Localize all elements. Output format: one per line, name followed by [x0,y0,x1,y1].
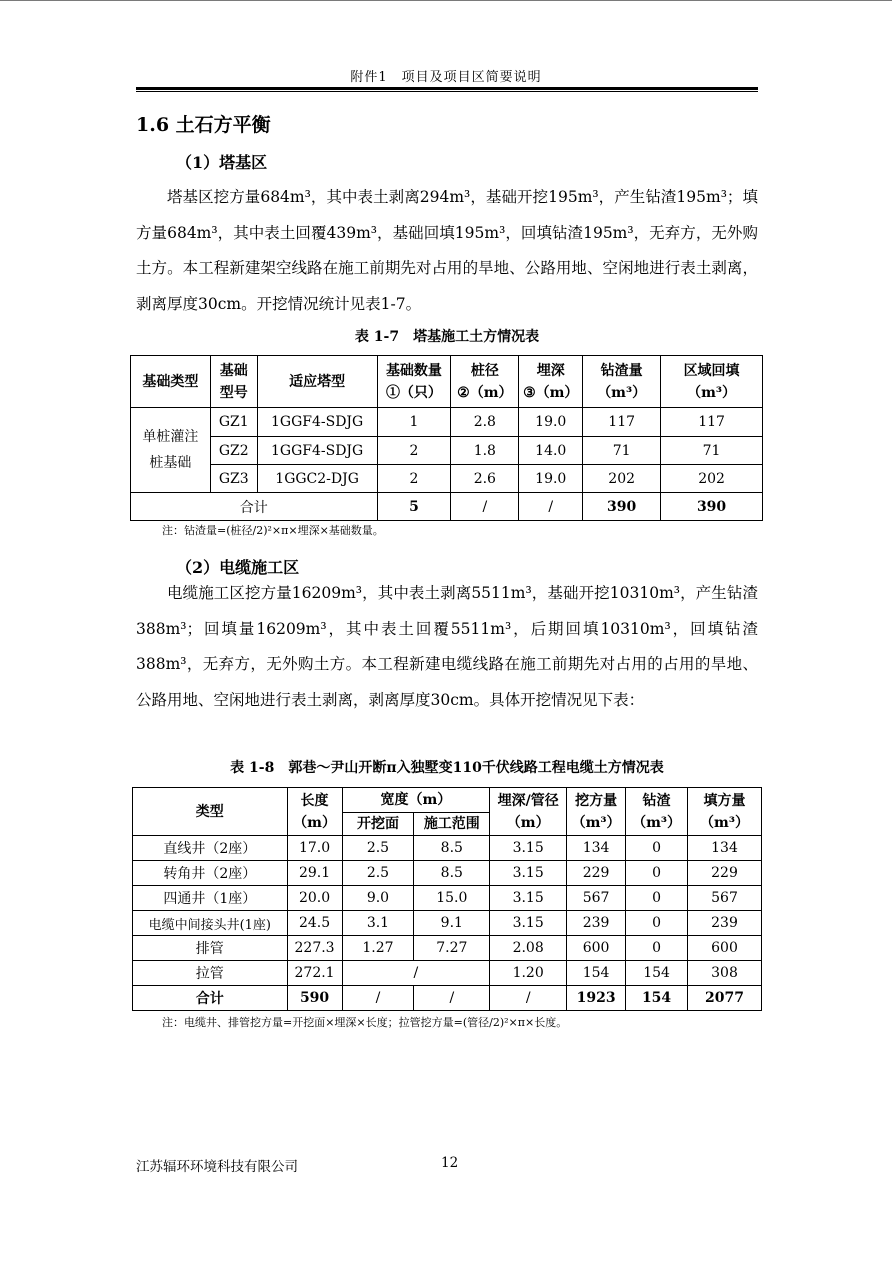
cell: 390 [661,493,763,521]
cell: 600 [567,936,626,961]
cell: 117 [661,408,763,437]
cell: 20.0 [287,886,342,911]
footer-company: 江苏辐环环境科技有限公司 [136,1159,298,1175]
cell: 154 [626,986,688,1011]
header-cell: 基础类型 [131,356,211,408]
header-cell: 钻渣量 （m³） [583,356,661,408]
cell: 3.15 [490,911,567,936]
cell: 8.5 [414,861,490,886]
cell: 272.1 [287,961,342,986]
header-cell: 适应塔型 [257,356,377,408]
cell: 0 [626,886,688,911]
header-cell: 挖方量 （m³） [567,788,626,836]
total-label: 合计 [131,493,378,521]
subsection-title-tower: （1）塔基区 [176,153,268,172]
cell: 0 [626,911,688,936]
header-cell: 填方量 （m³） [688,788,762,836]
cell: 154 [626,961,688,986]
header-rule-thick [136,87,758,90]
header-cell: 宽度（m） [342,788,490,813]
header-cell: 开挖面 [342,813,414,836]
cell: 2.5 [342,861,414,886]
header-cell: 长度 （m） [287,788,342,836]
cell: 1GGC2-DJG [257,465,377,493]
cell: 四通井（1座） [133,886,288,911]
cell: 29.1 [287,861,342,886]
cell: 71 [583,437,661,465]
cell: 2077 [688,986,762,1011]
table-row [131,408,763,437]
header-cell: 施工范围 [414,813,490,836]
cell: 3.15 [490,836,567,861]
cell: 202 [661,465,763,493]
cell: 19.0 [519,465,583,493]
cell: 1.20 [490,961,567,986]
cell: 2.6 [451,465,519,493]
cell: 239 [567,911,626,936]
table-note-1-7: 注：钻渣量=(桩径/2)²×π×埋深×基础数量。 [162,524,384,537]
cell: 5 [377,493,451,521]
cell: 7.27 [414,936,490,961]
cell: / [519,493,583,521]
header-cell: 钻渣 （m³） [626,788,688,836]
cell: / [342,961,490,986]
cell: 转角井（2座） [133,861,288,886]
paragraph-cable: 电缆施工区挖方量16209m³，其中表土剥离5511m³，基础开挖10310m³，产生钻渣388m³；回填量16209m³，其中表土回覆5511m³，后期回填10310m³，回填钻渣388m³，无弃方，无外购土方。本工程新建电缆线路在施工前期先对占用的占用的旱地、公路用地、空闲地进行表土剥离，剥离厚度30cm。具体开挖情况见下表： [136,584,758,709]
cell: GZ3 [210,465,257,493]
table-note-1-8: 注：电缆井、排管挖方量=开挖面×埋深×长度；拉管挖方量=(管径/2)²×π×长度。 [162,1016,568,1029]
cell: 229 [567,861,626,886]
header-cell: 区域回填 （m³） [661,356,763,408]
running-header: 附件1 项目及项目区简要说明 [350,70,542,85]
cell: 17.0 [287,836,342,861]
cell: 134 [688,836,762,861]
header-rule-thin [136,91,758,92]
table-row [133,961,762,986]
cell: 229 [688,861,762,886]
header-cell: 埋深 ③（m） [519,356,583,408]
cell: 1923 [567,986,626,1011]
cell: 590 [287,986,342,1011]
cell: 239 [688,911,762,936]
cell: 3.15 [490,861,567,886]
cell: 390 [583,493,661,521]
table-row [131,465,763,493]
cell: 2 [377,465,451,493]
cell: 1GGF4-SDJG [257,408,377,437]
header-cell: 桩径 ②（m） [451,356,519,408]
cell: 8.5 [414,836,490,861]
table-row [133,911,762,936]
cell: 3.15 [490,886,567,911]
cell: 1.27 [342,936,414,961]
section-title: 1.6 土石方平衡 [136,114,271,136]
cell: 14.0 [519,437,583,465]
cell: 117 [583,408,661,437]
cell: 154 [567,961,626,986]
header-cell: 基础 型号 [210,356,257,408]
table-total-row [133,986,762,1011]
cell: 19.0 [519,408,583,437]
group-cell: 单桩灌注 桩基础 [131,408,211,493]
subsection-title-cable: （2）电缆施工区 [176,558,300,577]
cell: 308 [688,961,762,986]
paragraph-tower: 塔基区挖方量684m³，其中表土剥离294m³，基础开挖195m³，产生钻渣195m³；填方量684m³，其中表土回覆439m³，基础回填195m³，回填钻渣195m³，无弃方，无外购土方。本工程新建架空线路在施工前期先对占用的旱地、公路用地、空闲地进行表土剥离，剥离厚度30cm。开挖情况统计见表1-7。 [136,188,758,313]
table-1-8 [132,787,762,1011]
cell: 1GGF4-SDJG [257,437,377,465]
cell: 2.8 [451,408,519,437]
table-caption-1-7: 表 1-7 塔基施工土方情况表 [354,329,540,345]
cell: 24.5 [287,911,342,936]
header-cell: 类型 [133,788,288,836]
cell: 0 [626,836,688,861]
cell: 227.3 [287,936,342,961]
cell: 134 [567,836,626,861]
cell: / [490,986,567,1011]
page-number: 12 [441,1155,459,1171]
cell: 拉管 [133,961,288,986]
header-cell: 埋深/管径 （m） [490,788,567,836]
cell: / [414,986,490,1011]
cell: 71 [661,437,763,465]
cell: 1.8 [451,437,519,465]
table-row [133,836,762,861]
cell: 9.1 [414,911,490,936]
cell: 567 [688,886,762,911]
table-row [133,861,762,886]
cell: 567 [567,886,626,911]
cell: 直线井（2座） [133,836,288,861]
table-1-7 [130,355,763,521]
table-caption-1-8: 表 1-8 郭巷～尹山开断π入独墅变110千伏线路工程电缆土方情况表 [230,760,664,776]
cell: 0 [626,861,688,886]
cell: / [451,493,519,521]
cell: GZ2 [210,437,257,465]
table-total-row [131,493,763,521]
cell: 0 [626,936,688,961]
cell: 2.08 [490,936,567,961]
cell: 9.0 [342,886,414,911]
cell: 202 [583,465,661,493]
cell: 15.0 [414,886,490,911]
table-row [133,886,762,911]
cell: GZ1 [210,408,257,437]
page-top-border [0,0,892,1]
cell: 3.1 [342,911,414,936]
cell: 1 [377,408,451,437]
cell: 600 [688,936,762,961]
cell: 排管 [133,936,288,961]
total-label: 合计 [133,986,288,1011]
cell: 2.5 [342,836,414,861]
header-cell: 基础数量 ①（只） [377,356,451,408]
cell: 电缆中间接头井(1座) [133,911,288,936]
cell: 2 [377,437,451,465]
table-row [133,936,762,961]
table-row [131,437,763,465]
cell: / [342,986,414,1011]
